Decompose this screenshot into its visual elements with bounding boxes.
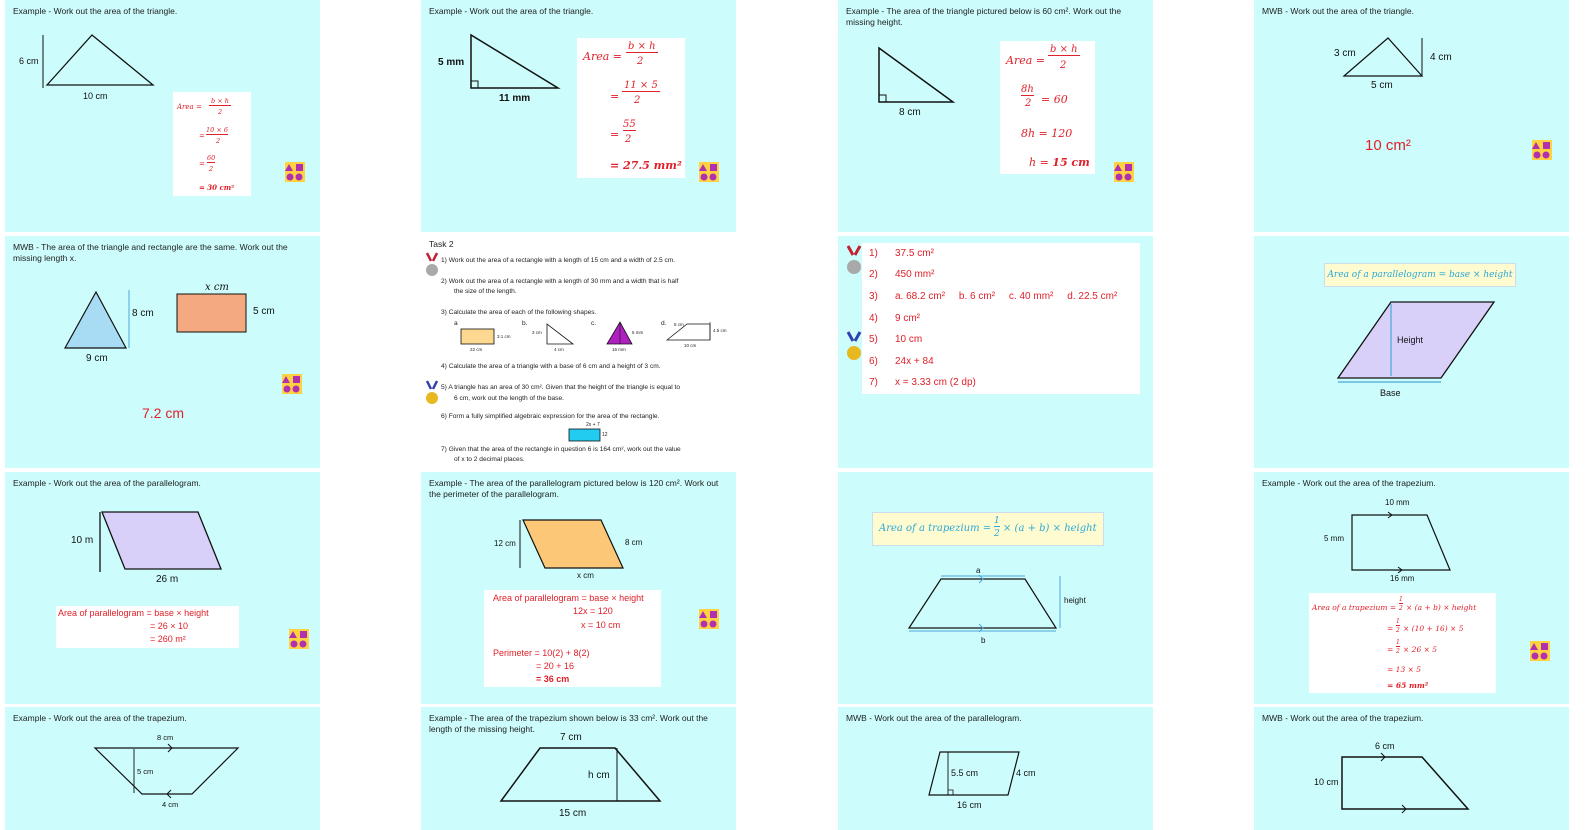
triangle-diagram — [5, 0, 320, 232]
triangle-rectangle-diagram — [5, 236, 320, 468]
triangle-base-label: 9 cm — [86, 353, 108, 364]
frac-den-3: 2 — [625, 134, 632, 145]
working-line-3: x = 10 cm — [581, 620, 621, 630]
q3d-base: 10 cm — [684, 343, 697, 348]
side-label: 10 cm — [1314, 777, 1339, 787]
slide-trapezium-example-2[interactable] — [5, 707, 320, 830]
q3-part-d: d. — [661, 320, 667, 327]
height-label: 10 m — [71, 535, 94, 546]
height-label: 8 cm — [625, 538, 643, 547]
answer-number: 1) — [869, 248, 878, 259]
side-label: 4 cm — [1016, 768, 1036, 778]
base-label: Base — [1380, 388, 1401, 398]
frac-den-2: 2 — [634, 95, 641, 106]
answer: 10 cm² — [1365, 137, 1411, 154]
frac-half-den: 2 — [1399, 605, 1403, 612]
right-triangle-diagram — [838, 0, 1153, 232]
frac-half-num: 1 — [1396, 618, 1400, 625]
question-2: 2) Work out the area of a rectangle with a length of 30 mm and a width that is half — [441, 278, 679, 285]
shapes-icon[interactable] — [1532, 140, 1552, 160]
working-box — [1309, 593, 1496, 693]
frac-den-1: 2 — [1060, 60, 1067, 71]
slide-mwb-trapezium[interactable] — [1254, 707, 1569, 830]
frac-half-num: 1 — [1399, 596, 1403, 603]
answer-value: a. 68.2 cm² b. 6 cm² c. 40 mm² d. 22.5 cm² — [895, 291, 1118, 302]
answer-number: 6) — [869, 356, 878, 367]
answer-value: 9 cm² — [895, 313, 920, 324]
slide-title: Example - Work out the area of the trapezium. — [1262, 478, 1436, 488]
shapes-icon[interactable] — [282, 374, 302, 394]
top-label: 8 cm — [157, 733, 174, 742]
slide-title: MWB - Work out the area of the triangle. — [1262, 6, 1414, 16]
slide-parallelogram-formula[interactable] — [1254, 236, 1569, 468]
working-box — [173, 92, 251, 196]
slide-title: Example - Work out the area of the parallelogram. — [13, 478, 201, 488]
shapes-icon[interactable] — [699, 162, 719, 182]
slide-task-2[interactable] — [421, 236, 736, 468]
working-box — [484, 590, 661, 687]
question-6: 6) Form a fully simplified algebraic expression for the area of the rectangle. — [441, 413, 660, 420]
slide-title: Task 2 — [429, 239, 454, 249]
shapes-icon[interactable] — [699, 609, 719, 629]
q3b-base: 4 cm — [554, 347, 564, 352]
base-label: 26 m — [156, 574, 179, 585]
frac-half-den: 2 — [1396, 648, 1400, 655]
frac-den-1: 2 — [218, 108, 223, 116]
frac-num-2: 8h — [1021, 84, 1034, 95]
base-label: 8 cm — [899, 107, 921, 118]
slide-title: Example - Work out the area of the triangle. — [429, 6, 594, 16]
eq-2: = — [1387, 624, 1394, 633]
eq-3: = — [199, 160, 205, 168]
eq-2-rhs: = 60 — [1041, 93, 1068, 106]
top-label: 6 cm — [1375, 741, 1395, 751]
shapes-icon[interactable] — [289, 629, 309, 649]
triangle-height-label: 8 cm — [132, 308, 154, 319]
height-label: 5.5 cm — [951, 768, 979, 778]
slide-missing-height[interactable] — [838, 0, 1153, 232]
formula-box: Area of a parallelogram = base × height — [1324, 263, 1516, 287]
working-line-4: Perimeter = 10(2) + 8(2) — [493, 648, 590, 658]
parallelogram-diagram — [838, 707, 1153, 830]
frac-den-3: 2 — [209, 165, 214, 173]
triangle-diagram — [1254, 0, 1569, 232]
frac-num-1: b × h — [1050, 44, 1078, 55]
answer-value: 24x + 84 — [895, 356, 934, 367]
q3d-top: 5 cm — [674, 322, 684, 327]
rect-height-label: 5 cm — [253, 306, 275, 317]
answer-line: = 30 cm² — [199, 183, 235, 192]
slide-answers[interactable] — [838, 236, 1153, 468]
height-label: 5 cm — [137, 767, 154, 776]
base-label: 10 cm — [83, 91, 108, 101]
q3a-length: 22 cm — [470, 347, 483, 352]
working-line-1: Area = — [1006, 54, 1045, 67]
side-label: 12 cm — [494, 539, 516, 548]
answer-value: 10 cm — [895, 334, 923, 345]
answer-line: = 65 mm² — [1387, 681, 1429, 690]
answer-value: 15 cm — [1052, 156, 1090, 169]
frac-num-1: b × h — [628, 41, 656, 52]
shapes-icon[interactable] — [1530, 641, 1550, 661]
frac-den-1: 2 — [637, 56, 644, 67]
slide-mwb-missing-length[interactable] — [5, 236, 320, 468]
height-label: h cm — [588, 770, 610, 781]
side-label: 5 mm — [1324, 534, 1344, 543]
side-b-label: 4 cm — [1430, 52, 1452, 63]
rect-length-label: x cm — [205, 282, 229, 293]
formula-prefix: Area of a trapezium = — [879, 523, 992, 534]
question-5: 5) A triangle has an area of 30 cm². Given that the height of the triangle is equal to — [441, 384, 680, 391]
slide-title: Example - The area of the trapezium shown below is 33 cm². Work out the length of the missing height. — [429, 713, 708, 734]
eq-3: = — [610, 128, 620, 141]
slide-title: MWB - Work out the area of the trapezium. — [1262, 713, 1424, 723]
answer: 7.2 cm — [142, 405, 185, 421]
height-label: Height — [1397, 335, 1424, 345]
frac-den-2: 2 — [216, 137, 221, 145]
question-7-cont: of x to 2 decimal places. — [454, 456, 525, 463]
height-label: 6 cm — [19, 56, 39, 66]
working-box — [56, 606, 239, 648]
slide-title: Example - The area of the triangle pictured below is 60 cm². Work out the missing height. — [846, 6, 1122, 27]
slide-parallelogram-example[interactable] — [5, 472, 320, 704]
base-label: 11 mm — [499, 93, 531, 104]
top-label: 10 mm — [1385, 498, 1410, 507]
silver-medal-icon — [846, 246, 862, 276]
shapes-icon[interactable] — [1114, 162, 1134, 182]
working-line-3: × 26 × 5 — [1403, 645, 1438, 654]
working-line-5: = 20 + 16 — [536, 661, 575, 671]
top-label: 7 cm — [560, 732, 582, 743]
working-line-6: = 36 cm — [536, 674, 570, 684]
q3c-base: 16 mm — [612, 347, 626, 352]
question-2-cont: the size of the length. — [454, 288, 517, 295]
base-label: x cm — [577, 571, 594, 580]
answer-prefix: h = — [1029, 156, 1053, 169]
answer-number: 3) — [869, 291, 878, 302]
working-line-1: Area of parallelogram = base × height — [58, 608, 209, 618]
answer-line: = 27.5 mm² — [610, 159, 682, 172]
working-box — [577, 38, 685, 178]
q6-rect-width: 12 — [602, 432, 608, 438]
formula-half-num: 1 — [994, 516, 1000, 526]
slide-title: MWB - Work out the area of the parallelogram. — [846, 713, 1022, 723]
slide-trapezium-example[interactable] — [1254, 472, 1569, 704]
frac-num-2: 10 × 6 — [206, 126, 228, 134]
working-line-1: Area of parallelogram = base × height — [493, 593, 644, 603]
answer-number: 5) — [869, 334, 878, 345]
working-line-2: = 26 × 10 — [150, 621, 189, 631]
eq-3: = — [1387, 645, 1394, 654]
slide-triangle-example-1[interactable] — [5, 0, 320, 232]
eq-2: = — [610, 90, 620, 103]
answer-value: 450 mm² — [895, 269, 935, 280]
frac-num-2: 11 × 5 — [624, 80, 658, 91]
slide-triangle-example-2[interactable] — [421, 0, 736, 232]
bottom-label: 16 mm — [1390, 574, 1415, 583]
slide-mwb-parallelogram[interactable] — [838, 707, 1153, 830]
working-line-1: Area of a trapezium = — [1312, 603, 1397, 612]
formula-half-den: 2 — [994, 529, 1000, 539]
q3b-height: 3 cm — [532, 330, 542, 335]
side-c-label: 5 cm — [1371, 80, 1393, 91]
frac-den-2: 2 — [1025, 98, 1032, 109]
slide-trapezium-missing-height[interactable] — [421, 707, 736, 830]
question-4: 4) Calculate the area of a triangle with a base of 6 cm and a height of 3 cm. — [441, 363, 661, 370]
trapezium-diagram — [5, 707, 320, 830]
slide-mwb-triangle[interactable] — [1254, 0, 1569, 232]
bottom-label: 15 cm — [559, 808, 587, 819]
question-1: 1) Work out the area of a rectangle with a length of 15 cm and a width of 2.5 cm. — [441, 257, 676, 264]
bottom-label: 4 cm — [162, 800, 179, 809]
question-5-cont: 6 cm, work out the length of the base. — [454, 395, 564, 402]
parallelogram-diagram — [5, 472, 320, 704]
q3c-height: 5 mm — [632, 330, 644, 335]
slide-title: Example - The area of the parallelogram pictured below is 120 cm². Work out the perimeter of the parallelogram. — [429, 478, 719, 499]
answer-line — [1029, 156, 1090, 169]
q3-part-a: a — [454, 320, 458, 327]
working-line-1: Area = — [177, 103, 202, 111]
working-line-1: Area = — [583, 50, 622, 63]
base-label: 16 cm — [957, 800, 982, 810]
formula-suffix: × (a + b) × height — [1003, 523, 1097, 534]
shapes-icon[interactable] — [285, 162, 305, 182]
slide-trapezium-formula[interactable] — [838, 472, 1153, 704]
working-line-2: × (10 + 16) × 5 — [1403, 624, 1464, 633]
working-line-3: 8h = 120 — [1021, 127, 1073, 140]
height-label: 5 mm — [438, 57, 465, 68]
frac-half-num: 1 — [1396, 639, 1400, 646]
q3-part-b: b. — [522, 320, 528, 327]
trapezium-diagram — [838, 472, 1153, 704]
frac-num-3: 55 — [623, 119, 636, 130]
gold-medal-icon — [846, 332, 862, 362]
side-b-label: b — [981, 636, 986, 645]
working-line-3: = 260 m² — [150, 634, 186, 644]
answer-number: 7) — [869, 377, 878, 388]
q6-rectangle — [421, 236, 736, 468]
answer-value: x = 3.33 cm (2 dp) — [895, 377, 976, 388]
q3d-height: 4.5 cm — [713, 328, 727, 333]
frac-num-1: b × h — [211, 97, 229, 105]
side-a-label: a — [976, 566, 981, 575]
q3-part-c: c. — [591, 320, 597, 327]
question-7: 7) Given that the area of the rectangle in question 6 is 164 cm², work out the value — [441, 446, 681, 453]
question-3: 3) Calculate the area of each of the following shapes. — [441, 309, 597, 316]
answers-box — [862, 243, 1140, 394]
working-line-4: = 13 × 5 — [1387, 665, 1422, 674]
working-line-2: 12x = 120 — [573, 606, 613, 616]
slide-parallelogram-perimeter[interactable] — [421, 472, 736, 704]
eq-2: = — [199, 132, 205, 140]
answer-number: 2) — [869, 269, 878, 280]
frac-half-den: 2 — [1396, 627, 1400, 634]
working-box — [1000, 41, 1095, 174]
q3a-height: 3.1 cm — [497, 334, 511, 339]
working-line-1-suffix: × (a + b) × height — [1406, 603, 1477, 612]
frac-num-3: 60 — [207, 154, 216, 162]
slide-title: Example - Work out the area of the trapezium. — [13, 713, 187, 723]
slide-title: Example - Work out the area of the triangle. — [13, 6, 178, 16]
height-label: height — [1064, 596, 1086, 605]
side-a-label: 3 cm — [1334, 48, 1356, 59]
slide-title: MWB - The area of the triangle and rectangle are the same. Work out the missing length x. — [13, 242, 288, 263]
parallelogram-diagram — [1254, 236, 1569, 468]
trapezium-diagram — [1254, 707, 1569, 830]
answer-value: 37.5 cm² — [895, 248, 934, 259]
q6-rect-length: 2x + 7 — [586, 422, 600, 428]
answer-number: 4) — [869, 313, 878, 324]
